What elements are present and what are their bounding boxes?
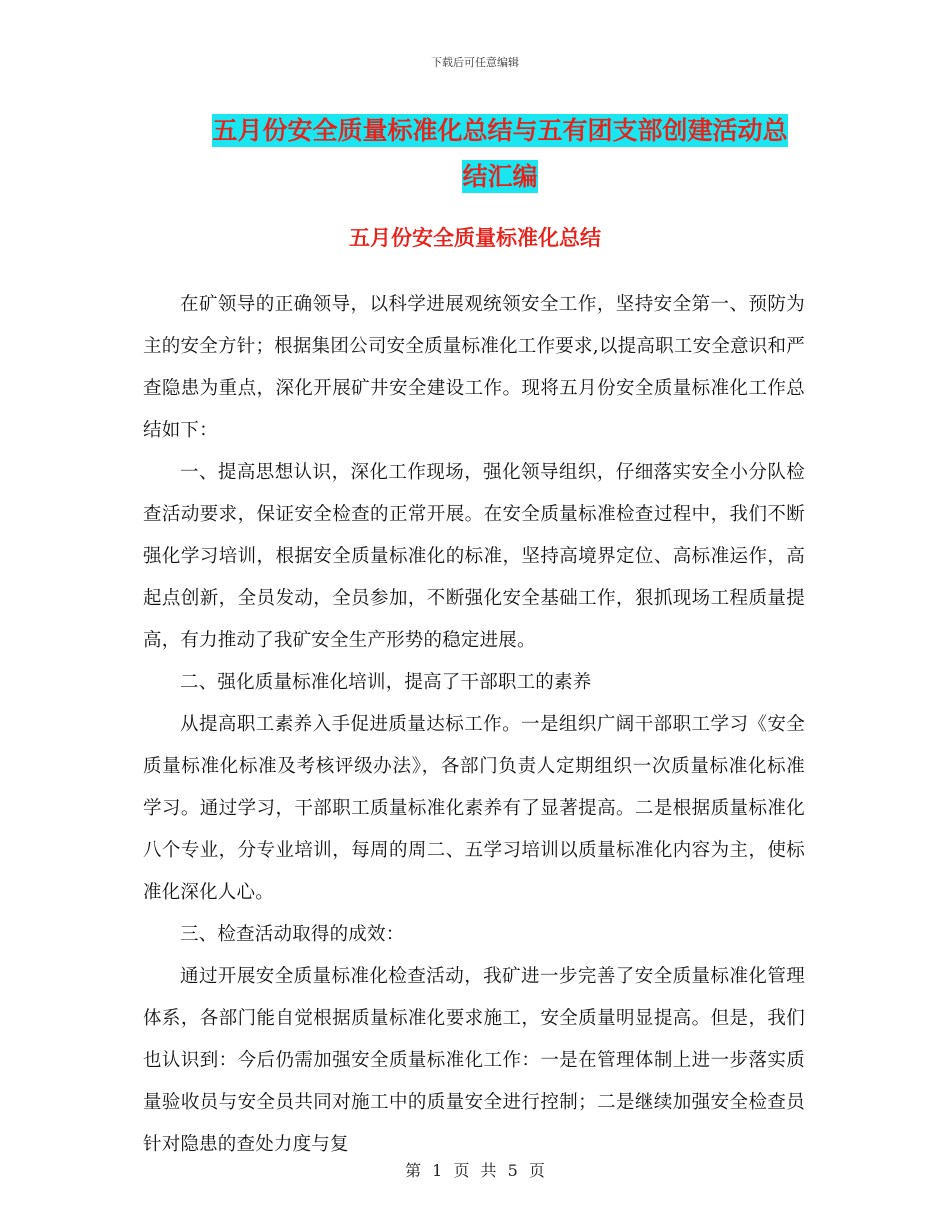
document-body bbox=[143, 284, 805, 1166]
paragraph-point-1: 一、提高思想认识，深化工作现场，强化领导组织，仔细落实安全小分队检查活动要求，保证安全检查的正常开展。在安全质量标准检查过程中，我们不断强化学习培训，根据安全质量标准化的标准，坚持高境界定位、高标准运作，高起点创新，全员发动，全员参加，不断强化安全基础工作，狠抓现场工程质量提高，有力推动了我矿安全生产形势的稳定进展。 bbox=[143, 462, 805, 651]
paragraph-point-2: 从提高职工素养入手促进质量达标工作。一是组织广阔干部职工学习《安全质量标准化标准及考核评级办法》，各部门负责人定期组织一次质量标准化标准学习。通过学习，干部职工质量标准化素养有了显著提高。二是根据质量标准化八个专业，分专业培训，每周的周二、五学习培训以质量标准化内容为主，使标准化深化人心。 bbox=[143, 714, 805, 903]
document-title-line1: 五月份安全质量标准化总结与五有团支部创建活动总 bbox=[212, 116, 788, 145]
header-note: 下载后可任意编辑 bbox=[431, 56, 519, 69]
paragraph-heading-3: 三、检查活动取得的成效： bbox=[180, 924, 405, 945]
document-title-line2: 结汇编 bbox=[462, 162, 538, 191]
document-title bbox=[190, 108, 810, 200]
section-title: 五月份安全质量标准化总结 bbox=[349, 226, 601, 250]
paragraph-heading-2: 二、强化质量标准化培训，提高了干部职工的素养 bbox=[180, 672, 592, 693]
paragraph-point-3: 通过开展安全质量标准化检查活动，我矿进一步完善了安全质量标准化管理体系，各部门能自觉根据质量标准化要求施工，安全质量明显提高。但是，我们也认识到：今后仍需加强安全质量标准化工作：一是在管理体制上进一步落实质量验收员与安全员共同对施工中的质量安全进行控制；二是继续加强安全检查员针对隐患的查处力度与复 bbox=[143, 966, 805, 1155]
paragraph-intro: 在矿领导的正确领导，以科学进展观统领安全工作，坚持安全第一、预防为主的安全方针；根据集团公司安全质量标准化工作要求,以提高职工安全意识和严查隐患为重点，深化开展矿井安全建设工作。现将五月份安全质量标准化工作总结如下： bbox=[143, 294, 805, 441]
page-footer: 第 1 页 共 5 页 bbox=[405, 1161, 545, 1180]
